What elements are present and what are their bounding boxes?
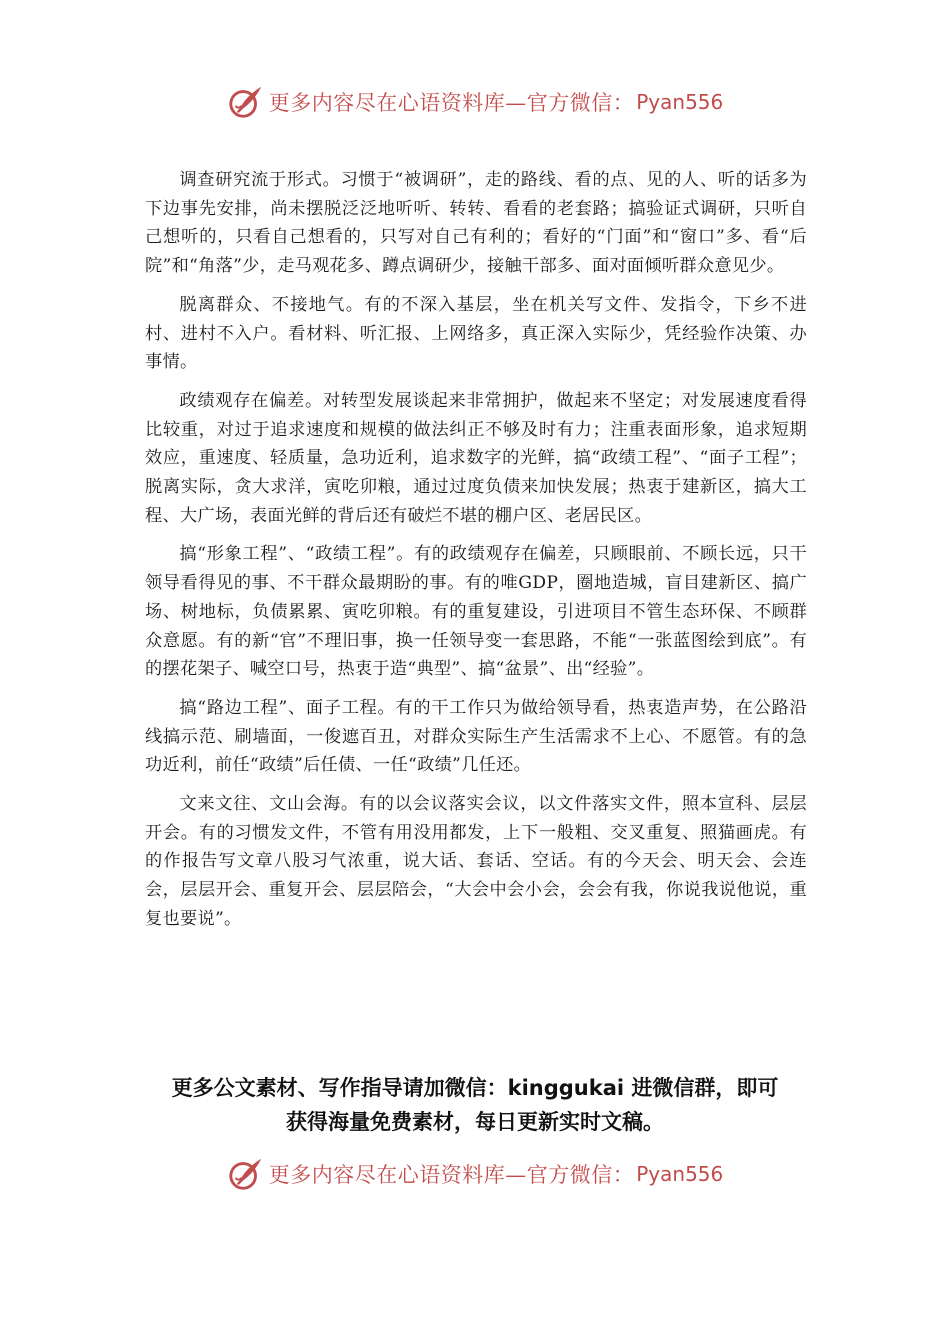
header-banner-text: 更多内容尽在心语资料库—官方微信：: [268, 91, 635, 115]
document-body: [145, 166, 807, 944]
promo-notice: [120, 1071, 830, 1139]
quill-pen-logo-icon: [227, 1155, 265, 1193]
footer-banner-id: Pyan556: [636, 1162, 724, 1186]
paragraph: 脱离群众、不接地气。有的不深入基层，坐在机关写文件、发指令，下乡不进村、进村不入户。看材料、听汇报、上网络多，真正深入实际少，凭经验作决策、办事情。: [145, 294, 807, 373]
header-banner-id: Pyan556: [636, 90, 724, 114]
promo-line-2: 获得海量免费素材，每日更新实时文稿。: [286, 1110, 664, 1134]
promo-line-1: 更多公文素材、写作指导请加微信：kinggukai 进微信群，即可: [171, 1076, 779, 1100]
quill-pen-logo-icon: [227, 83, 265, 121]
paragraph: 搞“形象工程”、“政绩工程”。有的政绩观存在偏差，只顾眼前、不顾长远，只干领导看得见的事、不干群众最期盼的事。有的唯GDP，圈地造城，盲目建新区、搞广场、树地标，负债累累、寅吃卯粮。有的重复建设，引进项目不管生态环保、不顾群众意愿。有的新“官”不理旧事，换一任领导变一套思路，不能“一张蓝图绘到底”。有的摆花架子、喊空口号，热衷于造“典型”、搞“盆景”、出“经验”。: [145, 544, 807, 680]
paragraph: 政绩观存在偏差。对转型发展谈起来非常拥护，做起来不坚定；对发展速度看得比较重，对过于追求速度和规模的做法纠正不够及时有力；注重表面形象，追求短期效应，重速度、轻质量，急功近利，追求数字的光鲜，搞“政绩工程”、“面子工程”；脱离实际，贪大求洋，寅吃卯粮，通过过度负债来加快发展；热衷于建新区，搞大工程、大广场，表面光鲜的背后还有破烂不堪的棚户区、老居民区。: [145, 390, 807, 526]
footer-banner-text: 更多内容尽在心语资料库—官方微信：: [268, 1163, 635, 1187]
header-banner: [0, 80, 950, 124]
paragraph: 搞“路边工程”、面子工程。有的干工作只为做给领导看，热衷造声势，在公路沿线搞示范、刷墙面，一俊遮百丑，对群众实际生产生活需求不上心、不愿管。有的急功近利，前任“政绩”后任债、一任“政绩”几任还。: [145, 697, 807, 776]
paragraph: 调查研究流于形式。习惯于“被调研”，走的路线、看的点、见的人、听的话多为下边事先安排，尚未摆脱泛泛地听听、转转、看看的老套路；搞验证式调研，只听自己想听的，只看自己想看的，只写对自己有利的；看好的“门面”和“窗口”多、看“后院”和“角落”少，走马观花多、蹲点调研少，接触干部多、面对面倾听群众意见少。: [145, 170, 807, 277]
footer-banner: [0, 1152, 950, 1196]
paragraph: 文来文往、文山会海。有的以会议落实会议，以文件落实文件，照本宣科、层层开会。有的习惯发文件，不管有用没用都发，上下一般粗、交叉重复、照猫画虎。有的作报告写文章八股习气浓重，说大话、套话、空话。有的今天会、明天会、会连会，层层开会、重复开会、层层陪会，“大会中会小会，会会有我，你说我说他说，重复也要说”。: [145, 794, 807, 929]
